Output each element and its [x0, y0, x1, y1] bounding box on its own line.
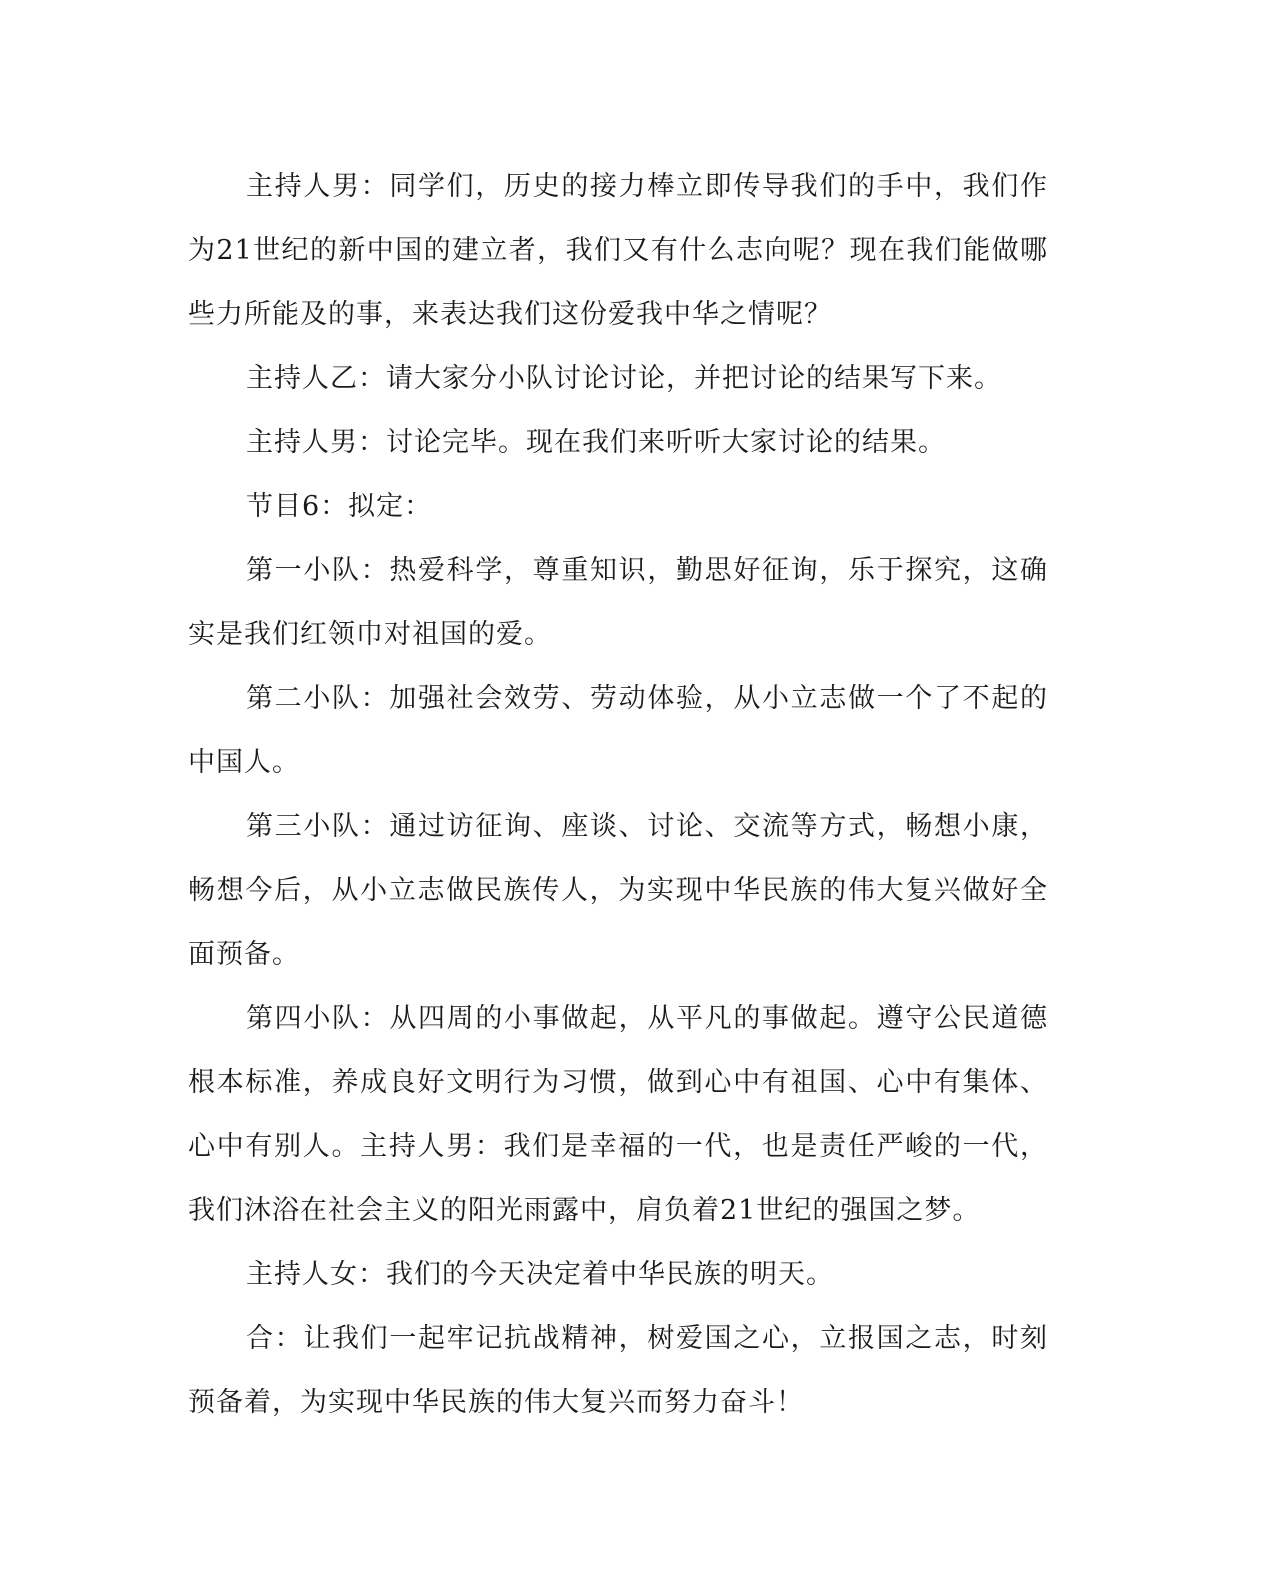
paragraph-together: 合：让我们一起牢记抗战精神，树爱国之心，立报国之志，时刻预备着，为实现中华民族的伟大复兴而努力奋斗！	[188, 1323, 1048, 1418]
paragraph-host-male-intro: 主持人男：同学们，历史的接力棒立即传导我们的手中，我们作为21世纪的新中国的建立者，我们又有什么志向呢？现在我们能做哪些力所能及的事，来表达我们这份爱我中华之情呢？	[188, 171, 1048, 330]
paragraph-team-4: 第四小队：从四周的小事做起，从平凡的事做起。遵守公民道德根本标准，养成良好文明行为习惯，做到心中有祖国、心中有集体、心中有别人。主持人男：我们是幸福的一代，也是责任严峻的一代，我们沐浴在社会主义的阳光雨露中，肩负着21世纪的强国之梦。	[188, 1003, 1048, 1226]
paragraph-host-female: 主持人女：我们的今天决定着中华民族的明天。	[246, 1259, 834, 1290]
paragraph-team-2: 第二小队：加强社会效劳、劳动体验，从小立志做一个了不起的中国人。	[188, 683, 1048, 778]
document-body	[188, 155, 1048, 1435]
paragraph-team-3: 第三小队：通过访征询、座谈、讨论、交流等方式，畅想小康，畅想今后，从小立志做民族传人，为实现中华民族的伟大复兴做好全面预备。	[188, 811, 1048, 970]
paragraph-program-6: 节目6：拟定：	[246, 491, 433, 522]
paragraph-team-1: 第一小队：热爱科学，尊重知识，勤思好征询，乐于探究，这确实是我们红领巾对祖国的爱。	[188, 555, 1048, 650]
paragraph-host-male-results: 主持人男：讨论完毕。现在我们来听听大家讨论的结果。	[246, 427, 946, 458]
paragraph-host-b-discussion: 主持人乙：请大家分小队讨论讨论，并把讨论的结果写下来。	[246, 363, 1002, 394]
